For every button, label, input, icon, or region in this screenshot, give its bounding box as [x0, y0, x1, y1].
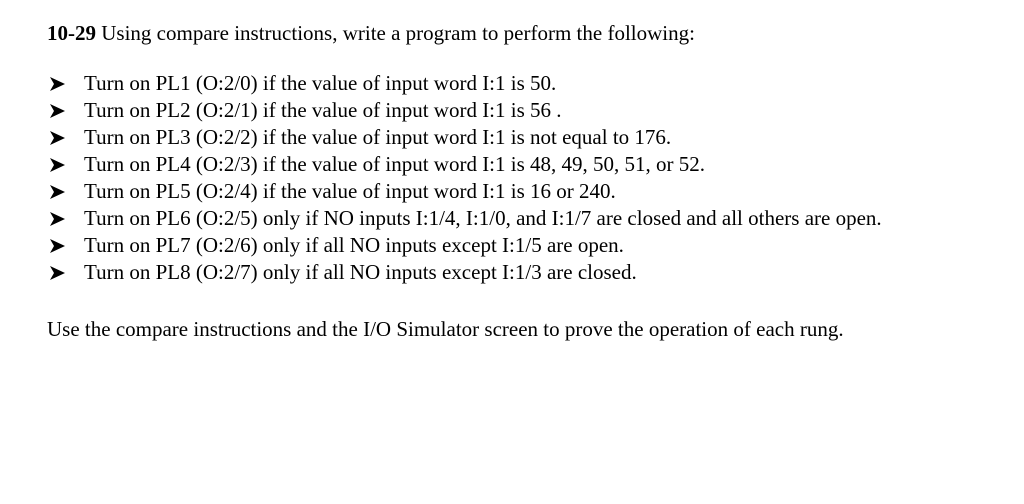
list-item	[47, 151, 947, 178]
arrowhead-bullet-icon	[49, 70, 71, 97]
problem-heading	[47, 18, 947, 48]
list-item	[47, 259, 947, 286]
arrowhead-bullet-icon	[49, 97, 71, 124]
list-item-text: Turn on PL6 (O:2/5) only if NO inputs I:1/4, I:1/0, and I:1/7 are closed and all others are open.	[84, 206, 882, 230]
list-item-text: Turn on PL2 (O:2/1) if the value of input word I:1 is 56 .	[84, 98, 562, 122]
arrowhead-bullet-icon	[49, 259, 71, 286]
list-item-text: Turn on PL5 (O:2/4) if the value of input word I:1 is 16 or 240.	[84, 179, 616, 203]
problem-document	[47, 18, 947, 343]
list-item-text: Turn on PL7 (O:2/6) only if all NO inputs except I:1/5 are open.	[84, 233, 624, 257]
list-item	[47, 97, 947, 124]
arrowhead-bullet-icon	[49, 232, 71, 259]
list-item-text: Turn on PL3 (O:2/2) if the value of input word I:1 is not equal to 176.	[84, 125, 672, 149]
list-item	[47, 205, 947, 232]
problem-number: 10-29	[47, 21, 96, 45]
arrowhead-bullet-icon	[49, 178, 71, 205]
list-item-text: Turn on PL4 (O:2/3) if the value of input word I:1 is 48, 49, 50, 51, or 52.	[84, 152, 706, 176]
problem-heading-text: Using compare instructions, write a program to perform the following:	[101, 21, 695, 45]
list-item	[47, 70, 947, 97]
requirements-list	[47, 70, 947, 286]
list-item-text: Turn on PL1 (O:2/0) if the value of input word I:1 is 50.	[84, 71, 557, 95]
list-item-text: Turn on PL8 (O:2/7) only if all NO inputs except I:1/3 are closed.	[84, 260, 637, 284]
arrowhead-bullet-icon	[49, 205, 71, 232]
instruction-footer: Use the compare instructions and the I/O Simulator screen to prove the operation of each rung.	[47, 317, 844, 341]
list-item	[47, 124, 947, 151]
arrowhead-bullet-icon	[49, 151, 71, 178]
arrowhead-bullet-icon	[49, 124, 71, 151]
list-item	[47, 232, 947, 259]
list-item	[47, 178, 947, 205]
